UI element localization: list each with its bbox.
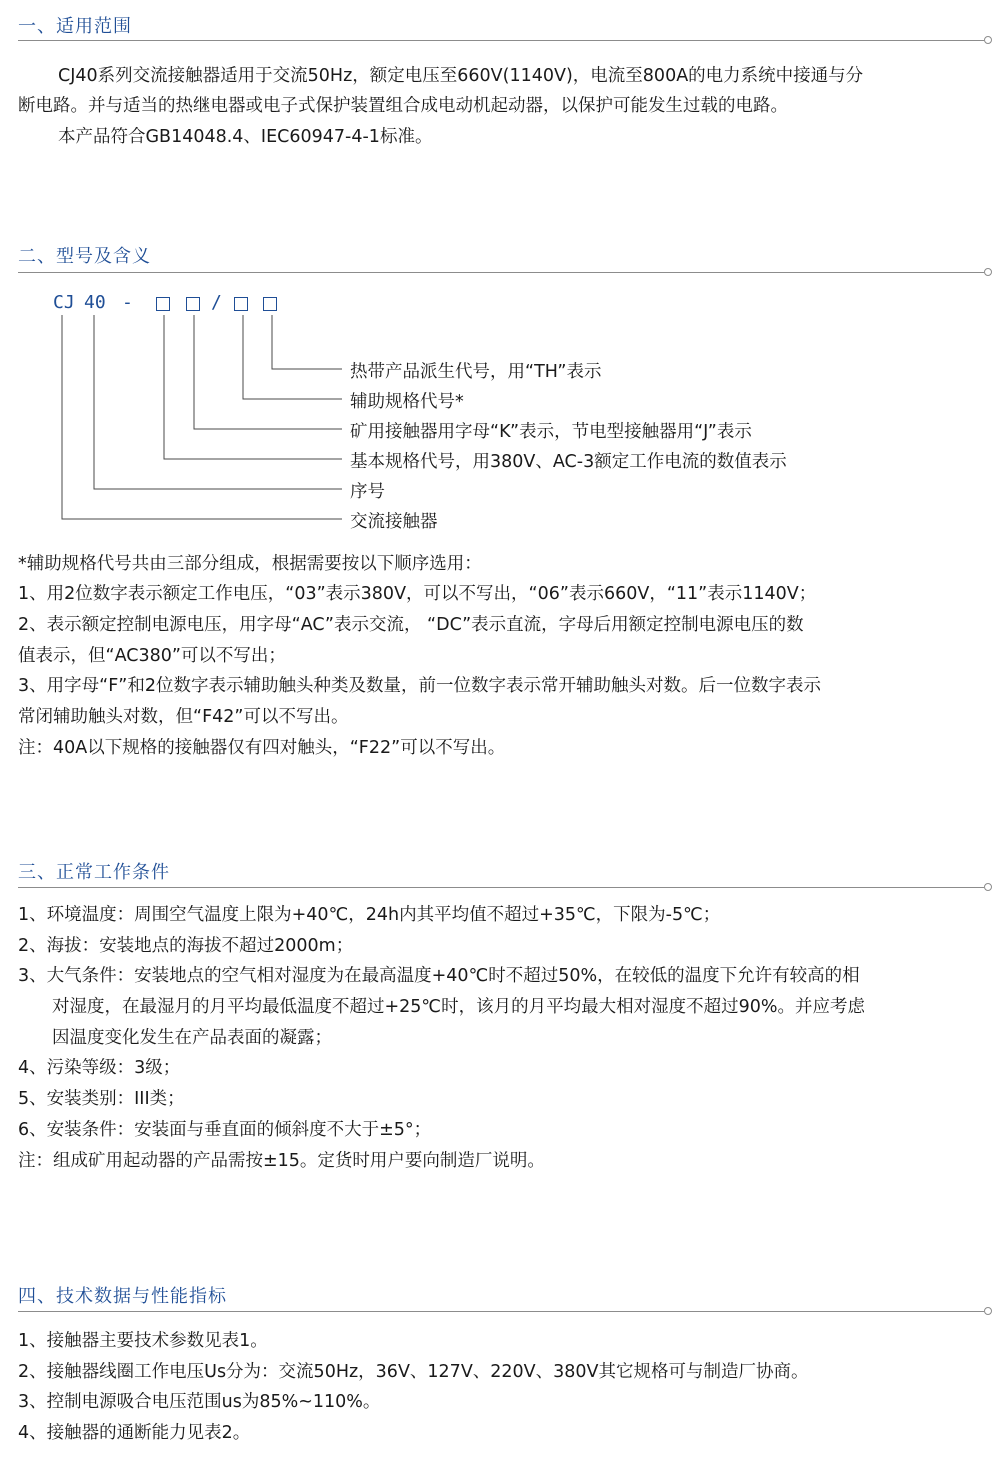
section-title-conditions: 三、正常工作条件	[18, 862, 170, 883]
aux-note-item: 1、用2位数字表示额定工作电压，“03”表示380V，可以不写出，“06”表示660V，“11”表示1140V；	[18, 584, 817, 604]
code-slash: /	[211, 292, 222, 313]
section-title-model: 二、型号及含义	[18, 246, 151, 267]
tech-data-item: 2、接触器线圈工作电压Us分为：交流50Hz，36V、127V、220V、380V其它规格可与制造厂协商。	[18, 1362, 809, 1382]
label-mining-type: 矿用接触器用字母“K”表示，节电型接触器用“J”表示	[350, 422, 752, 442]
label-ac-contactor: 交流接触器	[350, 512, 438, 532]
leader-line	[94, 315, 342, 489]
aux-note-remark: 注：40A以下规格的接触器仅有四对触头，“F22”可以不写出。	[18, 738, 506, 758]
aux-note-item: 值表示，但“AC380”可以不写出；	[18, 646, 286, 666]
label-tropical-code: 热带产品派生代号，用“TH”表示	[350, 362, 602, 382]
standards-line: 本产品符合GB14048.4、IEC60947-4-1标准。	[58, 127, 433, 147]
leader-line	[243, 315, 342, 399]
condition-item: 1、环境温度：周围空气温度上限为+40℃，24h内其平均值不超过+35℃，下限为-5℃；	[18, 905, 721, 925]
condition-item: 5、安装类别：III类；	[18, 1089, 185, 1109]
code-series-number: 40	[84, 292, 106, 313]
condition-note: 注：组成矿用起动器的产品需按±15。定货时用户要向制造厂说明。	[18, 1151, 545, 1171]
condition-item: 4、污染等级：3级；	[18, 1058, 181, 1078]
divider-end-circle	[984, 883, 992, 891]
aux-note-item: 3、用字母“F”和2位数字表示辅助触头种类及数量，前一位数字表示常开辅助触头对数。后一位数字表示	[18, 676, 821, 696]
condition-item: 3、大气条件：安装地点的空气相对湿度为在最高温度+40℃时不超过50%，在较低的温度下允许有较高的相	[18, 966, 860, 986]
divider-end-circle	[984, 1307, 992, 1315]
leader-line	[272, 315, 342, 369]
label-basic-spec: 基本规格代号，用380V、AC-3额定工作电流的数值表示	[350, 452, 787, 472]
aux-note-title: *辅助规格代号共由三部分组成，根据需要按以下顺序选用：	[18, 554, 482, 574]
leader-line	[62, 315, 342, 519]
aux-note-item: 2、表示额定控制电源电压，用字母“AC”表示交流， “DC”表示直流，字母后用额定控制电源电压的数	[18, 615, 804, 635]
condition-item: 2、海拔：安装地点的海拔不超过2000m；	[18, 936, 354, 956]
label-aux-spec-code: 辅助规格代号*	[350, 392, 464, 412]
section-title-scope: 一、适用范围	[18, 16, 132, 37]
scope-paragraph-line: 断电路。并与适当的热继电器或电子式保护装置组合成电动机起动器，以保护可能发生过载的电路。	[18, 96, 788, 116]
label-series-number: 序号	[350, 482, 385, 502]
code-dash: -	[122, 292, 133, 313]
leader-line	[164, 315, 342, 459]
section-title-tech-data: 四、技术数据与性能指标	[18, 1286, 227, 1307]
code-prefix-cj: CJ	[53, 292, 75, 313]
leader-line	[194, 315, 342, 429]
condition-item-continued: 对湿度，在最湿月的月平均最低温度不超过+25℃时，该月的月平均最大相对湿度不超过90%。并应考虑	[52, 997, 865, 1017]
section-divider	[18, 887, 984, 888]
aux-note-item: 常闭辅助触头对数，但“F42”可以不写出。	[18, 707, 349, 727]
scope-paragraph-line: CJ40系列交流接触器适用于交流50Hz，额定电压至660V(1140V)，电流至800A的电力系统中接通与分	[58, 66, 864, 86]
tech-data-item: 3、控制电源吸合电压范围us为85%~110%。	[18, 1392, 381, 1412]
tech-data-item: 4、接触器的通断能力见表2。	[18, 1423, 251, 1443]
condition-item-continued: 因温度变化发生在产品表面的凝露；	[52, 1028, 332, 1048]
tech-data-item: 1、接触器主要技术参数见表1。	[18, 1331, 268, 1351]
condition-item: 6、安装条件：安装面与垂直面的倾斜度不大于±5°；	[18, 1120, 432, 1140]
section-divider	[18, 1311, 984, 1312]
